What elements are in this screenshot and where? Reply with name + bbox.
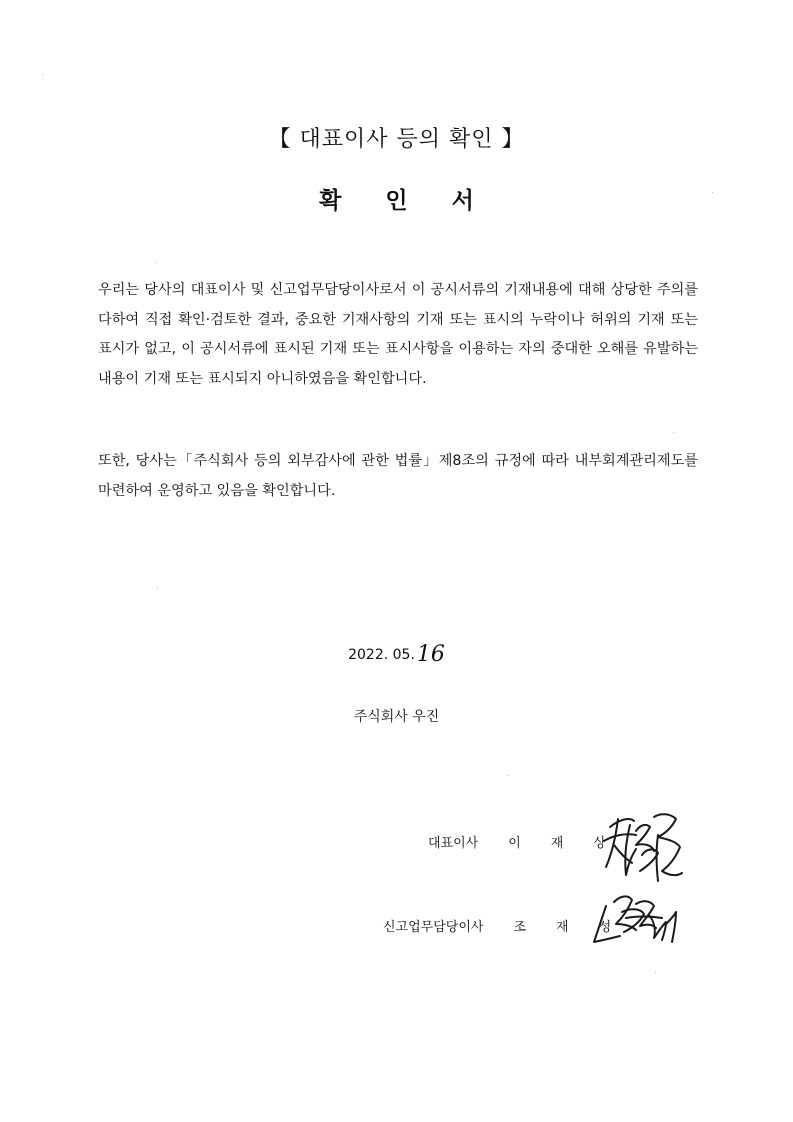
signer-name-char: 성 <box>598 920 612 935</box>
scan-speck <box>712 192 713 193</box>
signer-ceo <box>428 832 606 851</box>
scan-speck <box>157 587 158 588</box>
signer-name-char: 조 <box>513 920 527 935</box>
company-name: 주식회사 우진 <box>353 709 440 725</box>
scan-speck <box>155 262 156 263</box>
signer-role: 신고업무담당이사 <box>383 920 484 935</box>
disclosure-officer-signature <box>592 888 680 946</box>
signer-name-char: 재 <box>556 920 569 935</box>
date-line <box>0 640 793 665</box>
confirmation-paragraph: 우리는 당사의 대표이사 및 신고업무담당이사로서 이 공시서류의 기재내용에 대해 상당한 주의를 다하여 직접 확인·검토한 결과, 중요한 기재사항의 기재 또는 표시의 누락이나 허위의 기재 또는 표시가 없고, 이 공시서류에 표시된 기재 또는 표시사항을 이용하는 자의 중대한 오해를 유발하는 내용이 기재 또는 표시되지 아니하였음을 확인합니다. <box>98 282 698 387</box>
ceo-signature <box>596 805 688 885</box>
scan-speck <box>42 74 43 75</box>
signer-name-char: 이 <box>508 836 521 851</box>
scan-speck <box>655 972 656 973</box>
scan-speck <box>508 775 509 776</box>
signer-disclosure-officer <box>383 916 611 935</box>
signer-role: 대표이사 <box>428 836 479 851</box>
document-title: 확 인 서 <box>319 188 492 214</box>
signer-name-char: 재 <box>550 836 564 851</box>
date-printed: 2022. 05. <box>348 647 415 663</box>
scan-speck <box>673 432 674 433</box>
document-heading: 【 대표이사 등의 확인 】 <box>268 127 525 152</box>
internal-control-paragraph: 또한, 당사는「주식회사 등의 외부감사에 관한 법률」제8조의 규정에 따라 내부회계관리제도를 마련하여 운영하고 있음을 확인합니다. <box>98 453 698 499</box>
date-handwritten-day: 16 <box>416 642 445 667</box>
signer-name-char: 상 <box>593 836 606 851</box>
